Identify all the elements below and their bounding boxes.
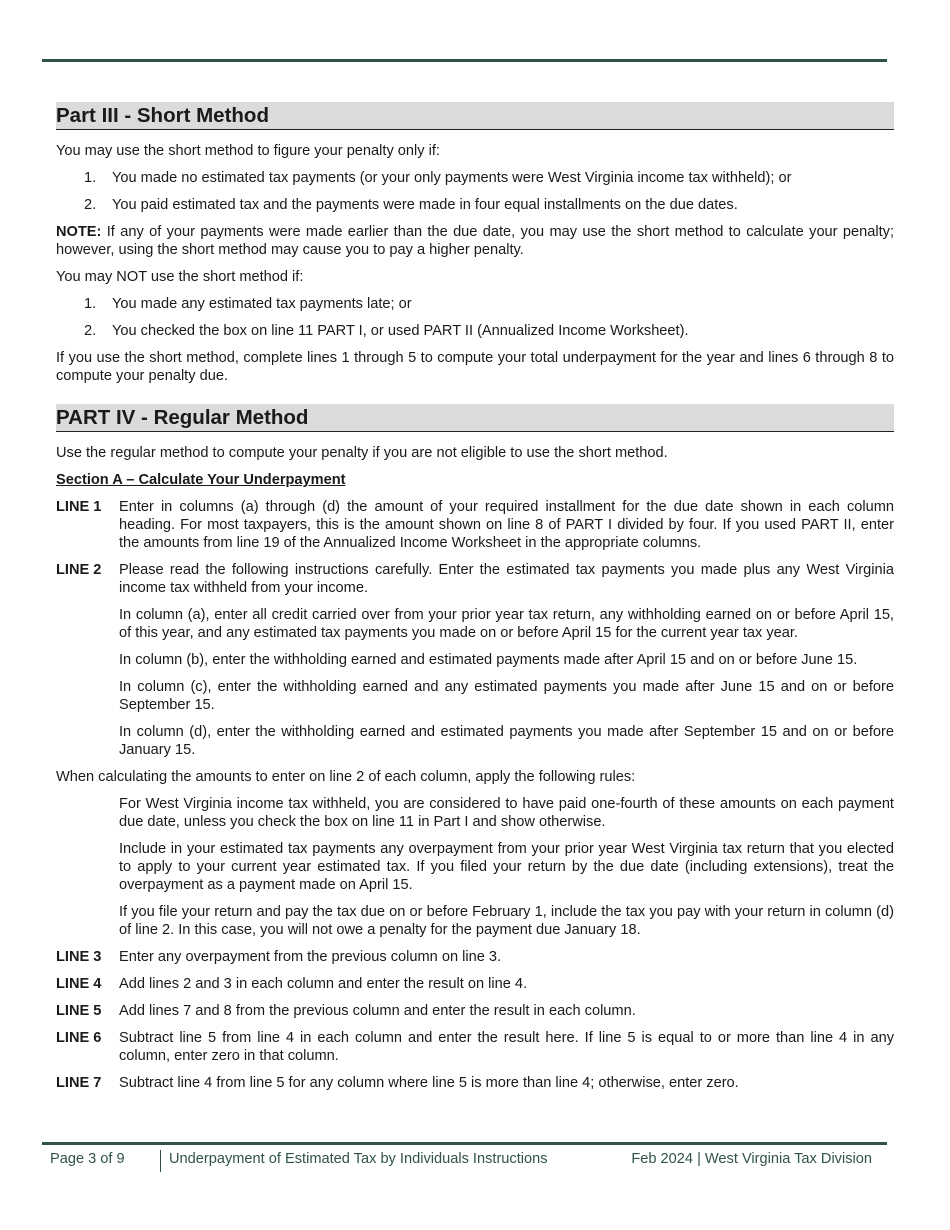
line-label: LINE 6 (56, 1030, 102, 1046)
line-text: Add lines 7 and 8 from the previous column and enter the result in each column. (119, 1003, 636, 1019)
list-text: You paid estimated tax and the payments were made in four equal installments on the due dates. (112, 197, 738, 213)
rules-intro: When calculating the amounts to enter on line 2 of each column, apply the following rules: (56, 769, 636, 785)
part4-heading: PART IV - Regular Method (56, 404, 894, 432)
page-content (56, 102, 894, 1101)
line-text: Subtract line 5 from line 4 in each column and enter the result here. If line 5 is equal to or more than line 4 in any column, enter zero in that column. (119, 1030, 894, 1064)
part3-may-not-intro: You may NOT use the short method if: (56, 269, 304, 285)
footer-divider (160, 1150, 161, 1172)
line-text: In column (d), enter the withholding earned and estimated payments you made after September 15 and on or before January 15. (119, 724, 894, 758)
list-text: You checked the box on line 11 PART I, or used PART II (Annualized Income Worksheet). (112, 323, 689, 339)
list-number: 1. (84, 296, 97, 312)
line-text: In column (c), enter the withholding earned and any estimated payments you made after June 15 and on or before September 15. (119, 679, 894, 713)
list-number: 2. (84, 323, 97, 339)
line-label: LINE 5 (56, 1003, 102, 1019)
line-text: Please read the following instructions carefully. Enter the estimated tax payments you made plus any West Virginia income tax withheld from your income. (119, 562, 894, 596)
line-3-entry (56, 948, 894, 966)
page-footer (0, 1150, 950, 1174)
list-item (56, 295, 894, 313)
list-item (56, 196, 894, 214)
publication-date: Feb 2024 | West Virginia Tax Division (631, 1151, 872, 1167)
section-a-heading: Section A – Calculate Your Underpayment (56, 472, 346, 488)
header-rule (42, 59, 887, 62)
line-text: Subtract line 4 from line 5 for any column where line 5 is more than line 4; otherwise, enter zero. (119, 1075, 739, 1091)
part3-note (56, 223, 894, 259)
note-label: NOTE: (56, 224, 102, 240)
document-title: Underpayment of Estimated Tax by Individuals Instructions (169, 1151, 548, 1167)
line-text: Add lines 2 and 3 in each column and enter the result on line 4. (119, 976, 528, 992)
list-item (56, 322, 894, 340)
note-text: If any of your payments were made earlier than the due date, you may use the short method to calculate your penalty; however, using the short method may cause you to pay a higher penalty. (56, 224, 894, 258)
rule-paragraph: For West Virginia income tax withheld, you are considered to have paid one-fourth of these amounts on each payment due date, unless you check the box on line 11 in Part I and show otherwise. (119, 796, 894, 830)
list-item (56, 169, 894, 187)
part3-intro: You may use the short method to figure your penalty only if: (56, 143, 440, 159)
rule-paragraph: If you file your return and pay the tax due on or before February 1, include the tax you pay with your return in column (d) of line 2. In this case, you will not owe a penalty for the payment due January 18. (119, 904, 894, 938)
line-6-entry (56, 1029, 894, 1065)
part3-may-not-list (56, 295, 894, 340)
line-4-entry (56, 975, 894, 993)
page-number: Page 3 of 9 (50, 1151, 125, 1167)
line-2-entry (56, 561, 894, 759)
part3-may-use-list (56, 169, 894, 214)
footer-rule (42, 1142, 887, 1145)
list-text: You made any estimated tax payments late; or (112, 296, 412, 312)
line-text: In column (a), enter all credit carried over from your prior year tax return, any withholding earned on or before April 15, of this year, and any estimated tax payments you made on or before April 15 for the current year tax year. (119, 607, 894, 641)
line-label: LINE 3 (56, 949, 102, 965)
spacer (56, 394, 894, 404)
line-label: LINE 7 (56, 1075, 102, 1091)
line-text: Enter any overpayment from the previous column on line 3. (119, 949, 502, 965)
line-label: LINE 1 (56, 499, 102, 515)
list-number: 1. (84, 170, 97, 186)
list-text: You made no estimated tax payments (or your only payments were West Virginia income tax withheld); or (112, 170, 792, 186)
line-text: In column (b), enter the withholding earned and estimated payments made after April 15 and on or before June 15. (119, 652, 858, 668)
line-label: LINE 4 (56, 976, 102, 992)
rule-paragraph: Include in your estimated tax payments any overpayment from your prior year West Virginia tax return that you elected to apply to your current year estimated tax. If you filed your return by the due date (including extensions), treat the overpayment as a payment made on April 15. (119, 841, 894, 893)
part4-intro: Use the regular method to compute your penalty if you are not eligible to use the short method. (56, 445, 668, 461)
line-5-entry (56, 1002, 894, 1020)
line-1-entry (56, 498, 894, 552)
list-number: 2. (84, 197, 97, 213)
line-7-entry (56, 1074, 894, 1092)
part3-heading: Part III - Short Method (56, 102, 894, 130)
part3-closing: If you use the short method, complete lines 1 through 5 to compute your total underpayment for the year and lines 6 through 8 to compute your penalty due. (56, 350, 894, 384)
line-label: LINE 2 (56, 562, 102, 578)
line-text: Enter in columns (a) through (d) the amount of your required installment for the due date shown in each column heading. For most taxpayers, this is the amount shown on line 8 of PART I divided by four. If you used PART II, enter the amounts from line 19 of the Annualized Income Worksheet in the appropriate columns. (119, 499, 894, 551)
